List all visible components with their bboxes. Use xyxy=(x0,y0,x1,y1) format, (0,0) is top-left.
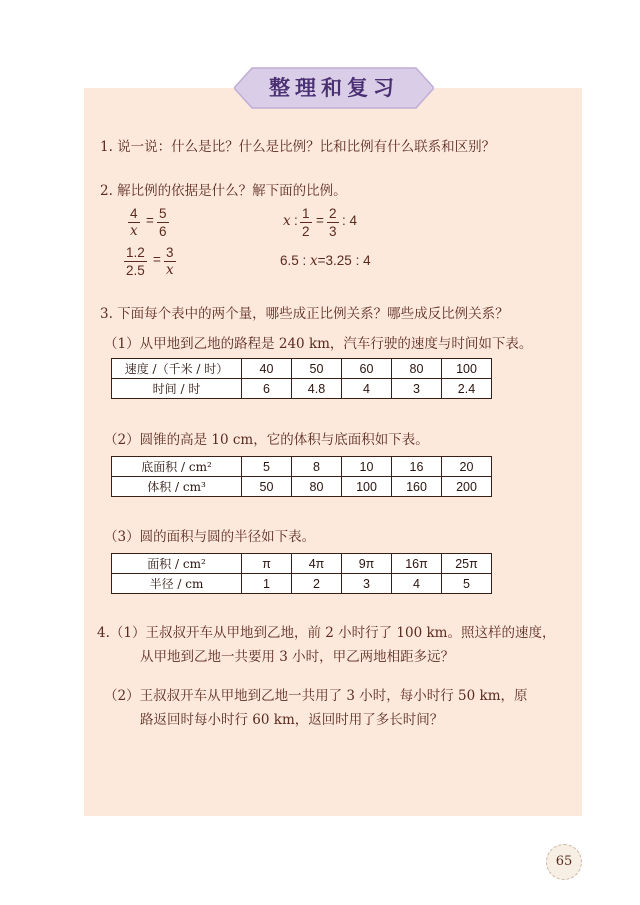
row-label: 面积 / cm² xyxy=(112,554,242,574)
fraction: $\frac{3}{x}$ xyxy=(166,245,174,278)
table-cell: 3 xyxy=(392,379,442,399)
table-row xyxy=(112,574,492,594)
colon: : xyxy=(294,213,298,228)
table-cell: 160 xyxy=(392,477,442,497)
table-cell: 1 xyxy=(242,574,292,594)
table-cell: 9π xyxy=(342,554,392,574)
ratio-tail: : 4 xyxy=(342,213,358,228)
row-label: 半径 / cm xyxy=(112,574,242,594)
table-cell: 4 xyxy=(392,574,442,594)
fraction: $\frac{5}{6}$ xyxy=(159,206,167,239)
row-label: 时间 / 时 xyxy=(112,379,242,399)
question-3-sub-2: （2）圆锥的高是 10 cm，它的体积与底面积如下表。 xyxy=(104,432,429,448)
question-4-part-2: （2）王叔叔开车从甲地到乙地一共用了 3 小时，每小时行 50 km，原 xyxy=(104,688,528,704)
question-4-part-2-cont: 路返回时每小时行 60 km，返回时用了多长时间？ xyxy=(140,712,444,728)
row-label: 体积 / cm³ xyxy=(112,477,242,497)
table-cell: 4.8 xyxy=(292,379,342,399)
variable-x: x xyxy=(283,213,291,229)
table-cell: 10 xyxy=(342,457,392,477)
fraction: $\frac{4}{x}$ xyxy=(130,206,138,239)
question-4-part-1-cont: 从甲地到乙地一共要用 3 小时，甲乙两地相距多远？ xyxy=(140,649,455,665)
variable-x: x xyxy=(310,253,318,269)
table-cell: 60 xyxy=(342,359,392,379)
table-cell: 16π xyxy=(392,554,442,574)
table-cell: 200 xyxy=(442,477,492,497)
table-row xyxy=(112,359,492,379)
fraction: $\frac{2}{3}$ xyxy=(329,206,337,239)
equals-sign: = xyxy=(153,252,161,267)
table-cell: 40 xyxy=(242,359,292,379)
table-cell: 80 xyxy=(392,359,442,379)
table-cell: 2 xyxy=(292,574,342,594)
table-cell: 80 xyxy=(292,477,342,497)
table-cell: 16 xyxy=(392,457,442,477)
table-cell: π xyxy=(242,554,292,574)
page-number: 65 xyxy=(546,844,582,880)
equation-4-left: 6.5 : xyxy=(280,253,311,268)
table-cell: 50 xyxy=(292,359,342,379)
table-row xyxy=(112,379,492,399)
table-cell: 50 xyxy=(242,477,292,497)
table-row xyxy=(112,554,492,574)
fraction: $\frac{1.2}{2.5}$ xyxy=(126,245,145,278)
row-label: 速度 /（千米 / 时） xyxy=(112,359,242,379)
table-cell: 100 xyxy=(442,359,492,379)
question-2: 2. 解比例的依据是什么？解下面的比例。 xyxy=(100,183,347,199)
equals-sign: = xyxy=(316,213,324,228)
table-cone xyxy=(111,456,492,497)
table-cell: 25π xyxy=(442,554,492,574)
page-title: 整理和复习 xyxy=(269,75,399,100)
question-3-sub-1: （1）从甲地到乙地的路程是 240 km，汽车行驶的速度与时间如下表。 xyxy=(104,336,533,352)
question-4-part-1: 4.（1）王叔叔开车从甲地到乙地，前 2 小时行了 100 km。照这样的速度， xyxy=(97,625,556,641)
table-cell: 100 xyxy=(342,477,392,497)
question-3-sub-3: （3）圆的面积与圆的半径如下表。 xyxy=(104,529,316,545)
table-cell: 8 xyxy=(292,457,342,477)
table-cell: 4 xyxy=(342,379,392,399)
equation-4 xyxy=(280,253,371,269)
table-cell: 5 xyxy=(442,574,492,594)
table-row xyxy=(112,477,492,497)
question-1: 1. 说一说：什么是比？什么是比例？比和比例有什么联系和区别？ xyxy=(100,139,496,155)
table-cell: 2.4 xyxy=(442,379,492,399)
table-cell: 6 xyxy=(242,379,292,399)
equation-4-right: =3.25 : 4 xyxy=(317,253,371,268)
fraction: $\frac{1}{2}$ xyxy=(302,206,310,239)
equals-sign: = xyxy=(146,213,154,228)
table-cell: 3 xyxy=(342,574,392,594)
table-cell: 5 xyxy=(242,457,292,477)
row-label: 底面积 / cm² xyxy=(112,457,242,477)
table-cell: 20 xyxy=(442,457,492,477)
question-3: 3. 下面每个表中的两个量，哪些成正比例关系？哪些成反比例关系？ xyxy=(100,306,509,322)
table-cell: 4π xyxy=(292,554,342,574)
table-row xyxy=(112,457,492,477)
table-circle xyxy=(111,553,492,594)
table-speed-time xyxy=(111,358,492,399)
section-banner xyxy=(234,66,434,110)
